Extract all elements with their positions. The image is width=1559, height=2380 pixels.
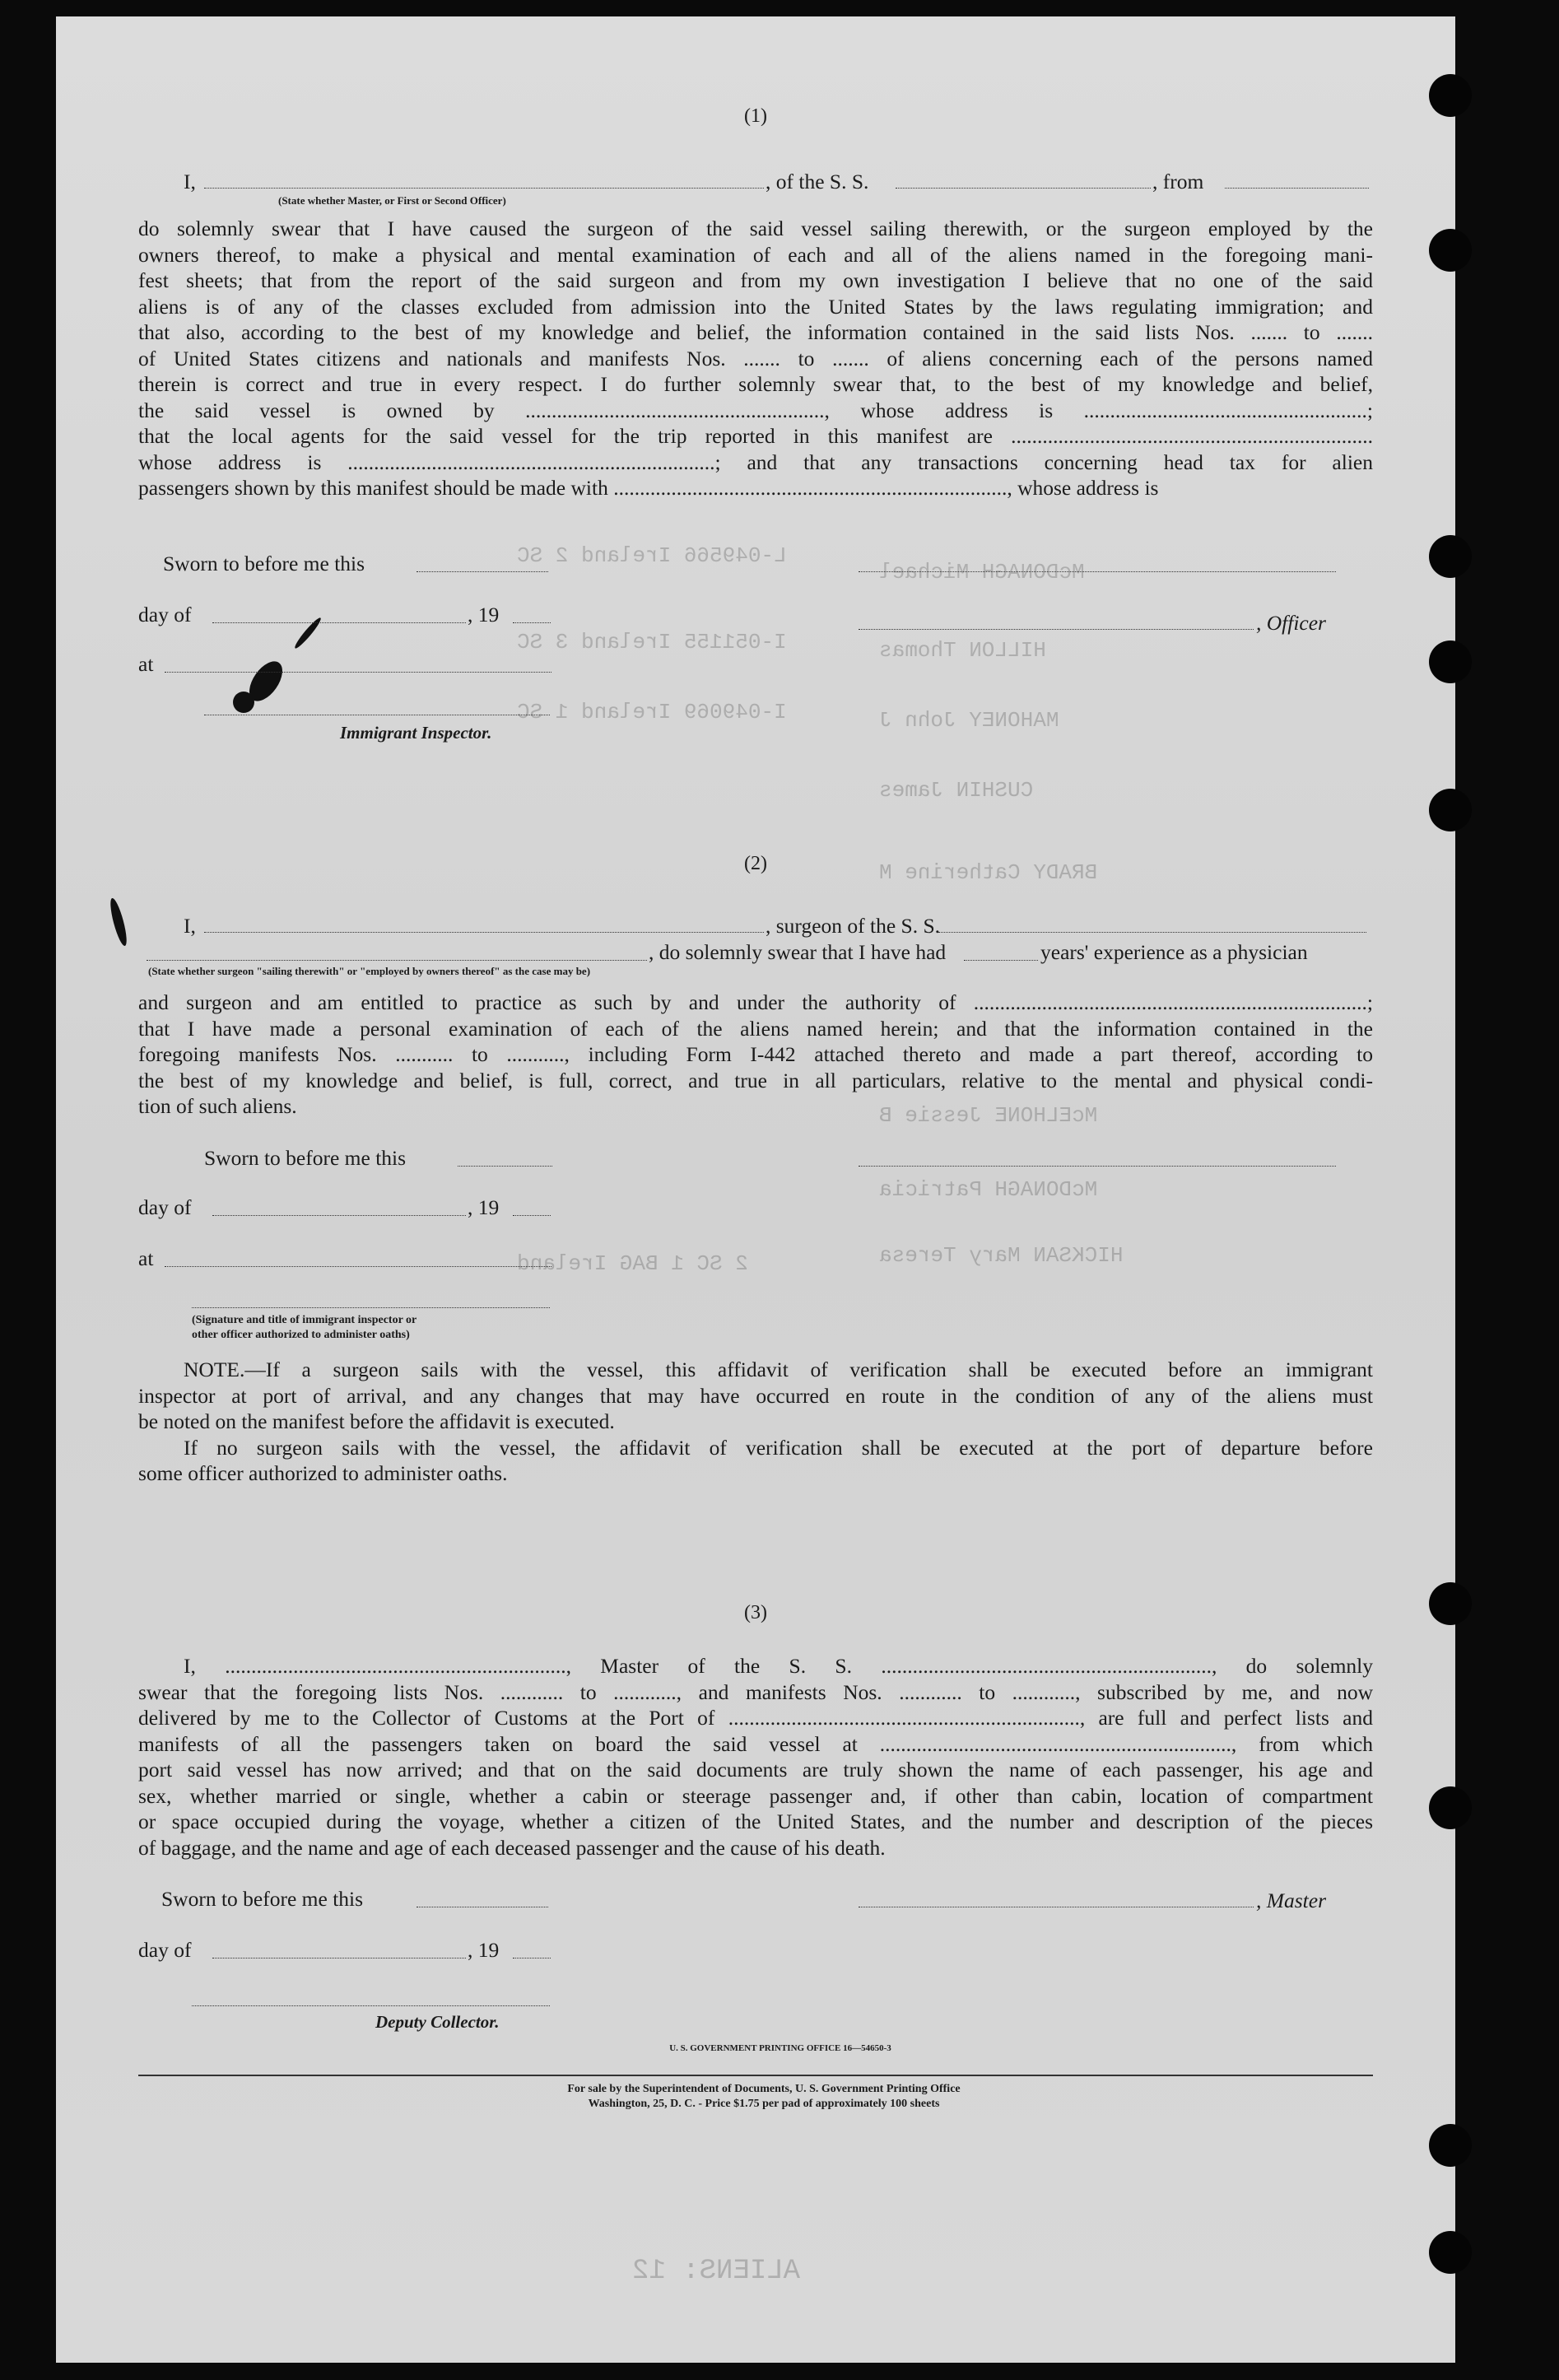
note-line: NOTE.—If a surgeon sails with the vessel, this affidavit of verification shall be executed before an immigrant [184,1358,1373,1381]
section-3-oath-text [138,1653,1373,1861]
section-2-number: (2) [744,853,767,874]
oath-line: whose address is ......................................................................; and that any transactions concerning head tax for alien [138,449,1373,474]
footer-rule [138,2075,1373,2076]
section-1-sworn: Sworn to before me this [163,552,365,575]
oath-line: of United States citizens and nationals and manifests Nos. ....... to ....... of aliens concerning each of the persons named [138,346,1373,370]
oath-line: therein is correct and true in every respect. I do further solemnly swear that, to the best of my knowledge and belief, [138,372,1373,396]
officer-rank-field [204,188,764,189]
section-2-i-label: I, [184,914,196,938]
officer-signature-line [859,571,1336,572]
oath-line: aliens is of any of the classes excluded from admission into the United States by the laws regulating immigration; and [138,294,1373,319]
sworn-date-field [417,571,548,572]
section-1-state-hint: (State whether Master, or First or Second Officer) [278,194,506,207]
bleed-through-mark: I-049069 Ireland 1 SC [517,700,787,724]
ink-blot [233,692,254,713]
years-field [964,960,1038,961]
bleed-through-mark: I-051155 Ireland 3 SC [517,630,787,654]
binder-hole-8 [1429,2124,1472,2167]
section-1-oath-text [138,216,1373,501]
vessel-name-field-2 [938,932,1366,933]
bleed-through-mark: MAHONEY John J [879,708,1059,733]
section-1-day-of: day of [138,603,192,626]
oath-line: the said vessel is owned by ........................................................., whose address is ......................................................; [138,398,1373,422]
ink-blot [107,897,129,947]
administering-officer-signature-line [192,1307,550,1308]
oath-line: or space occupied during the voyage, whether a citizen of the United States, and the number and description of the pieces [138,1809,1373,1833]
bleed-through-mark: 2 SC 1 BAG Ireland [517,1251,748,1276]
day-field [212,622,466,623]
section-2-oath-text [138,990,1373,1120]
oath-line: of baggage, and the name and age of each deceased passenger and the cause of his death. [138,1835,886,1860]
oath-line: foregoing manifests Nos. ........... to ..........., including Form I-442 attached thereto and made a part thereof, according to [138,1042,1373,1066]
oath-line: fest sheets; that from the report of the said surgeon and from my own investigation I believe that no one of the said [138,268,1373,292]
section-2-day-of: day of [138,1195,192,1219]
section-2-sig-title-2: other officer authorized to administer oaths) [192,1329,410,1341]
oath-line: the best of my knowledge and belief, is full, correct, and true in all particulars, relative to the mental and physical condi- [138,1068,1373,1092]
binder-hole-7 [1429,1786,1472,1829]
section-3-day-of: day of [138,1938,192,1962]
surgeon-signature-line [859,1166,1336,1167]
bleed-through-mark: ALIENS: 12 [632,2256,801,2287]
binder-hole-5 [1429,789,1472,831]
oath-line: manifests of all the passengers taken on board the said vessel at ..................................................................., from which [138,1731,1373,1756]
bleed-through-mark: HILLON Thomas [879,638,1046,663]
oath-line: passengers shown by this manifest should be made with ..........................................................................., whose address is [138,476,1159,500]
note-line: some officer authorized to administer oaths. [138,1461,508,1485]
note-line: If no surgeon sails with the vessel, the affidavit of verification shall be executed at the port of departure before [184,1435,1373,1460]
oath-line: I, ................................................................., Master of the S. S. ..............................................................., do solemnly [184,1654,1373,1678]
place-field-2 [165,1266,551,1267]
section-2-swear-had: , do solemnly swear that I have had [649,940,947,964]
oath-line: delivered by me to the Collector of Customs at the Port of ..................................................................., are full and perfect lists and [138,1706,1373,1730]
oath-line: swear that the foregoing lists Nos. ............ to ............, and manifests Nos. ............ to ............, subscribed by me, and now [138,1679,1373,1704]
year-field-2 [513,1215,551,1216]
section-1-from: , from [1152,170,1204,193]
oath-line: that also, according to the best of my knowledge and belief, the information contained in the said lists Nos. ....... to ....... [138,320,1373,344]
note-line: be noted on the manifest before the affidavit is executed. [138,1409,615,1433]
surgeon-status-field [147,960,647,961]
vessel-name-field [896,188,1151,189]
year-field [513,622,551,623]
ink-blot [293,616,323,650]
section-1-year: , 19 [468,603,500,626]
binder-hole-4 [1429,640,1472,683]
oath-line: tion of such aliens. [138,1094,297,1118]
note-text [138,1357,1373,1487]
deputy-collector-signature-line [192,2005,550,2006]
footer-line-2: Washington, 25, D. C. - Price $1.75 per pad of approximately 100 sheets [588,2098,940,2110]
section-3-master: , Master [1256,1889,1326,1912]
section-1-inspector: Immigrant Inspector. [340,723,492,743]
day-field-2 [212,1215,466,1216]
footer-line-1: For sale by the Superintendent of Documents, U. S. Government Printing Office [567,2083,961,2095]
bleed-through-mark: McDONAGH Patricia [879,1177,1098,1202]
surgeon-name-field [204,932,764,933]
oath-line: and surgeon and am entitled to practice as such by and under the authority of ...........................................................................; [138,990,1373,1014]
section-1-i-label: I, [184,170,196,193]
section-3-deputy: Deputy Collector. [375,2012,500,2032]
binder-hole-9 [1429,2231,1472,2274]
section-2-state-hint: (State whether surgeon "sailing therewith" or "employed by owners thereof" as the case may be) [148,965,591,977]
section-2-at: at [138,1246,154,1270]
section-1-at: at [138,652,154,676]
bleed-through-mark: McELHONE Jessie B [879,1103,1098,1128]
from-port-field [1225,188,1369,189]
section-1-number: (1) [744,105,767,127]
binder-hole-3 [1429,535,1472,578]
manifest-page [56,16,1455,2363]
bleed-through-mark: McDONAGH Michael [879,560,1085,585]
gpo-line: U. S. GOVERNMENT PRINTING OFFICE 16—54650-3 [669,2043,891,2053]
oath-line: owners thereof, to make a physical and mental examination of each and all of the aliens named in the foregoing mani- [138,242,1373,267]
section-2-sig-title-1: (Signature and title of immigrant inspector or [192,1314,417,1326]
bleed-through-mark: L-049566 Ireland 2 SC [517,543,787,568]
oath-line: port said vessel has now arrived; and that on the said documents are truly shown the name of each passenger, his age and [138,1758,1373,1782]
oath-line: that the local agents for the said vessel for the trip reported in this manifest are ..................................................................... [138,424,1373,448]
sworn-date-field-2 [458,1166,552,1167]
oath-line: do solemnly swear that I have caused the surgeon of the said vessel sailing therewith, or the surgeon employed by the [138,217,1373,240]
section-1-officer: , Officer [1256,611,1326,635]
note-line: inspector at port of arrival, and any changes that may have occurred en route in the condition of any of the aliens must [138,1383,1373,1408]
section-3-number: (3) [744,1602,767,1623]
section-3-sworn: Sworn to before me this [161,1887,364,1911]
section-1-of-ss: , of the S. S. [766,170,869,193]
officer-signature-line-2 [859,629,1254,630]
bleed-through-mark: BRADY Catherine M [879,860,1098,885]
bleed-through-mark: CUSHIN James [879,778,1034,803]
section-2-surgeon-of: , surgeon of the S. S. [766,914,941,938]
section-3-year: , 19 [468,1938,500,1962]
section-2-years-exp: years' experience as a physician [1040,940,1308,964]
section-2-year: , 19 [468,1195,500,1219]
oath-line: that I have made a personal examination of each of the aliens named herein; and that the information contained in the [138,1016,1373,1041]
binder-hole-2 [1429,229,1472,272]
place-field [165,672,551,673]
bleed-through-mark: HICKSAN Mary Teresa [879,1243,1124,1268]
oath-line: sex, whether married or single, whether a cabin or steerage passenger and, if other than cabin, location of compartment [138,1783,1373,1808]
section-2-sworn: Sworn to before me this [204,1146,407,1170]
